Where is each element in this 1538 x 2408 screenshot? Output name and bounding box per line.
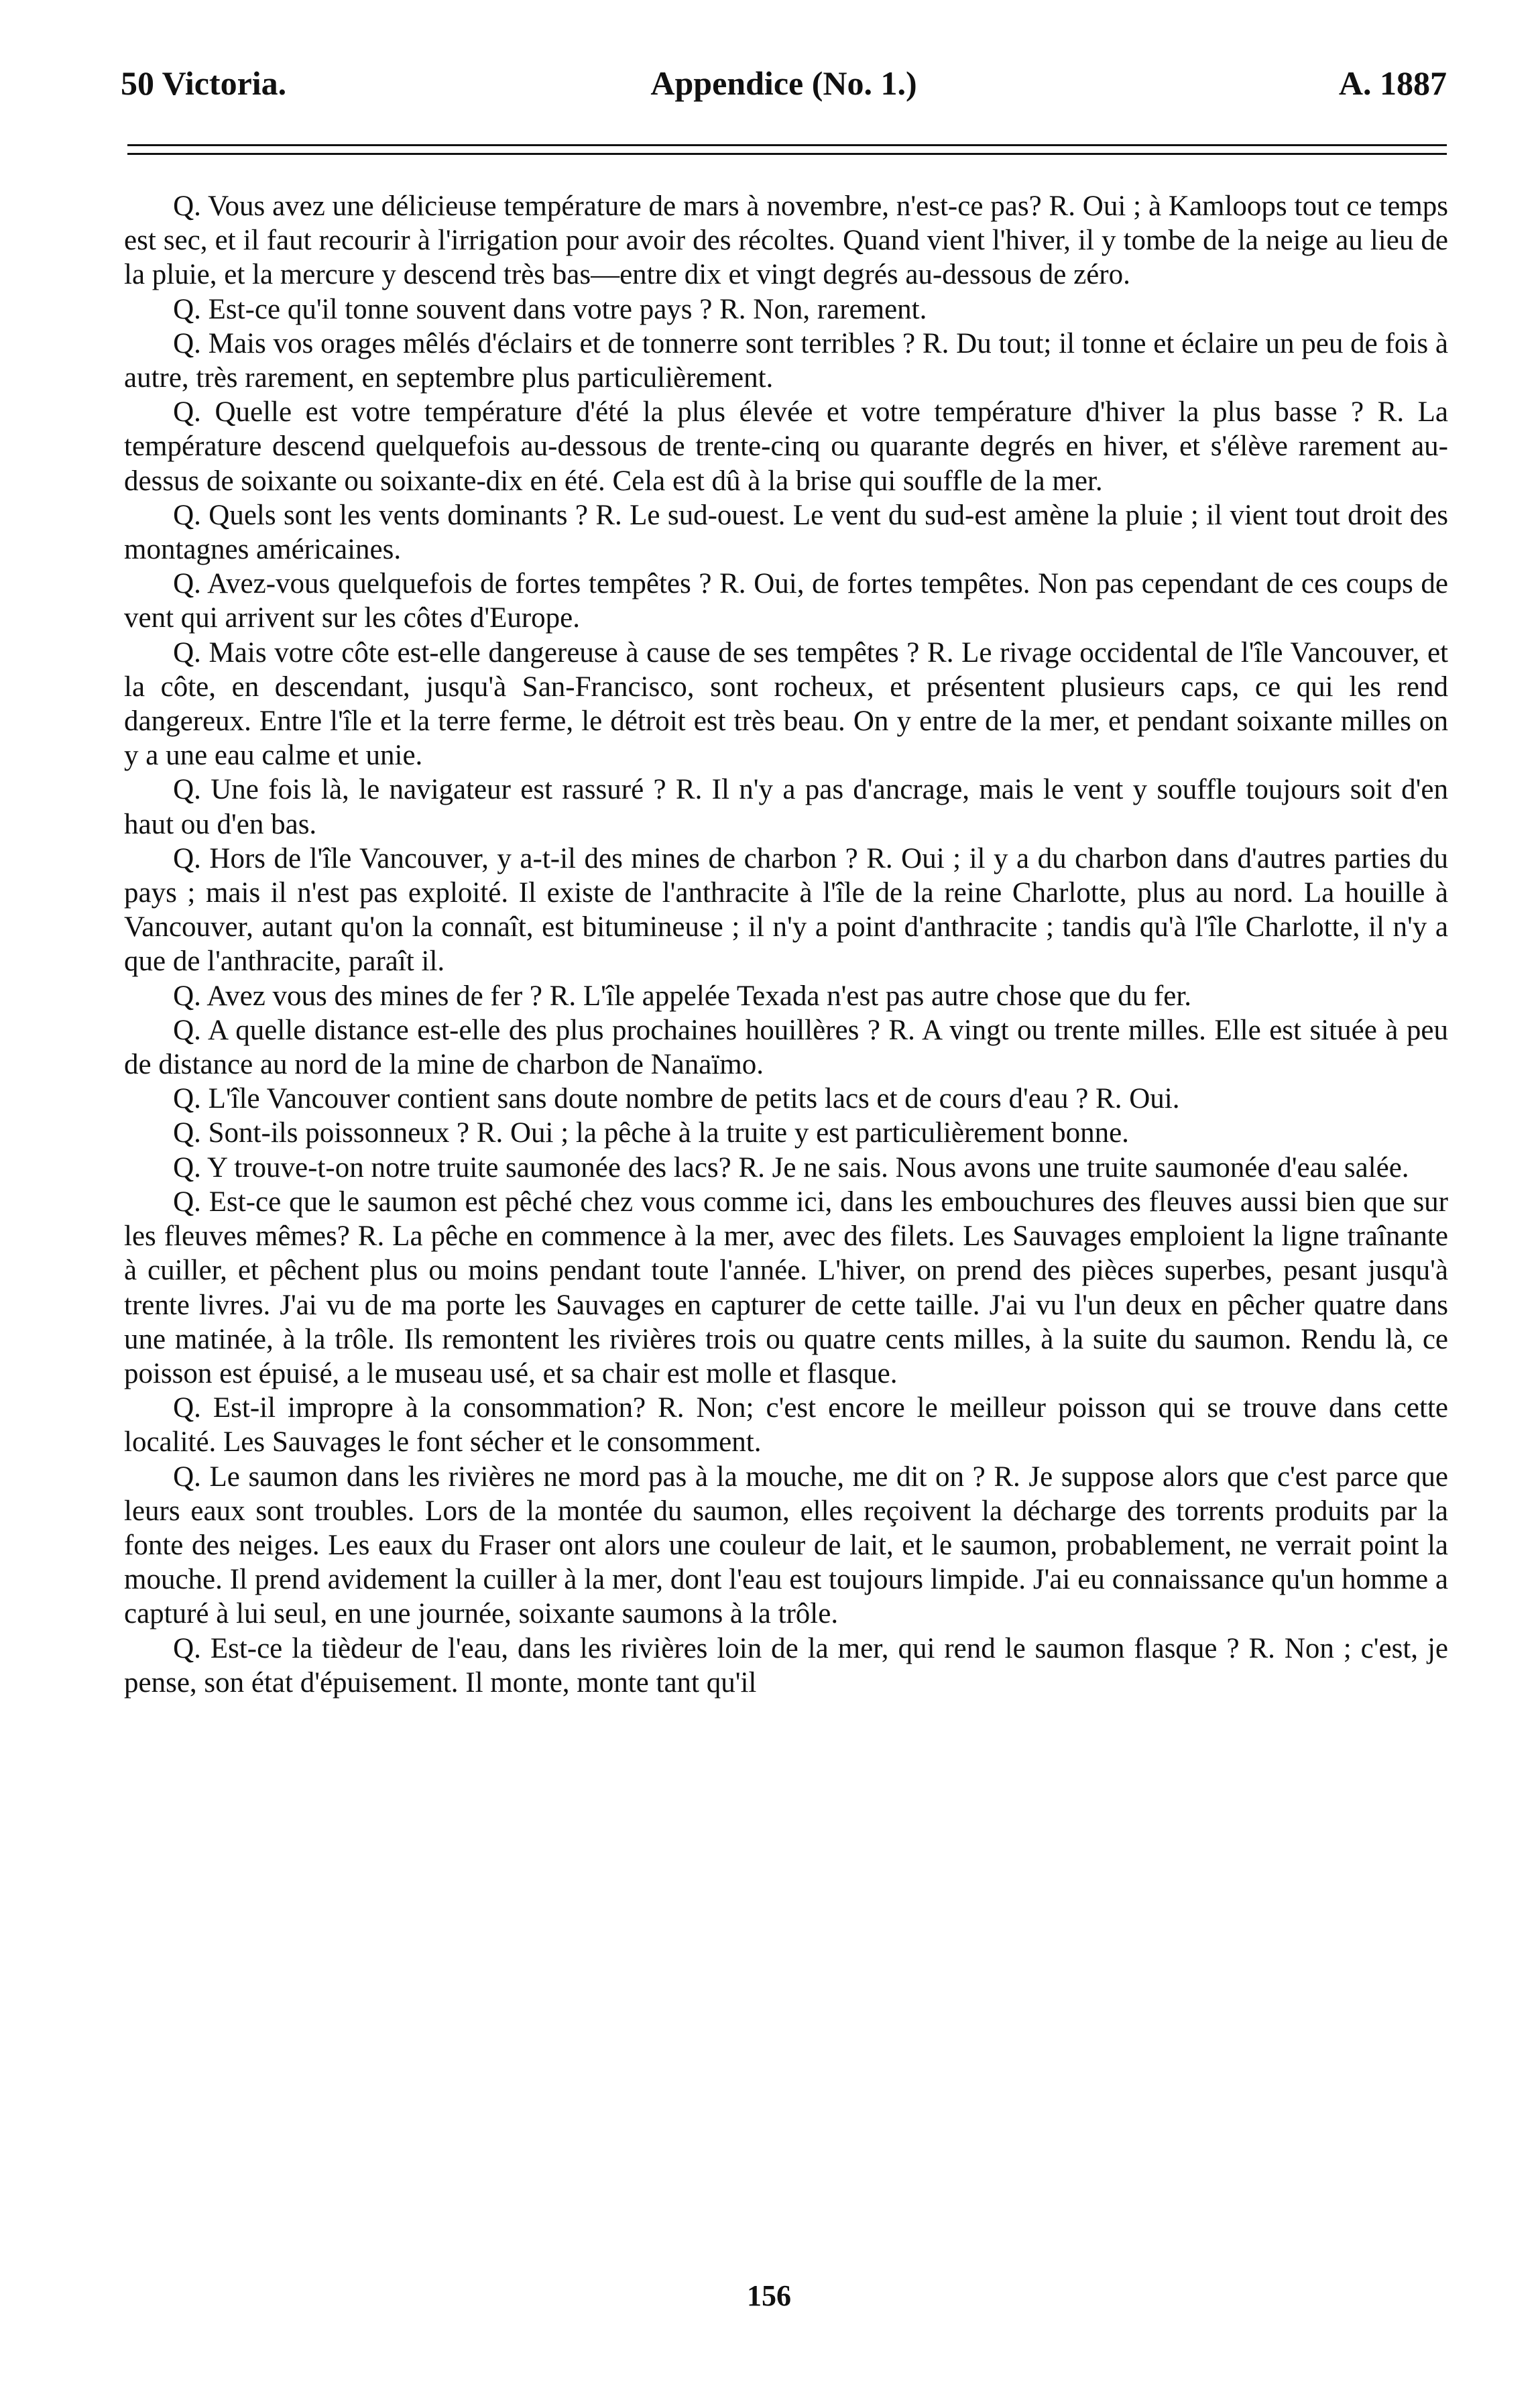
paragraph: Q. Est-il impropre à la consommation? R. Non; c'est encore le meilleur poisson qui se trouve dans cette localité. Les Sauvages le font sécher et le consomment.	[124, 1392, 1448, 1458]
running-header	[121, 64, 1447, 124]
paragraph: Q. Sont-ils poissonneux ? R. Oui ; la pêche à la truite y est particulièrement bonne.	[173, 1117, 1129, 1149]
paragraph: Q. Vous avez une délicieuse température de mars à novembre, n'est-ce pas? R. Oui ; à Kamloops tout ce temps est sec, et il faut recourir à l'irrigation pour avoir des récoltes. Quand vient l'hiver, il y tombe de la neige au lieu de la pluie, et la mercure y descend très bas—entre dix et vingt degrés au-dessous de zéro.	[124, 190, 1448, 291]
header-volume: 50 Victoria.	[121, 64, 287, 102]
paragraph: Q. Le saumon dans les rivières ne mord pas à la mouche, me dit on ? R. Je suppose alors que c'est parce que leurs eaux sont troubles. Lors de la montée du saumon, elles reçoivent la décharge des torrents produits par la fonte des neiges. Les eaux du Fraser ont alors une couleur de lait, et le saumon, probablement, ne verrait point la mouche. Il prend avidement la cuiller à la mer, dont l'eau est toujours limpide. J'ai eu connaissance qu'un homme a capturé à lui seul, en une journée, soixante saumons à la trôle.	[124, 1460, 1448, 1630]
paragraph: Q. Mais vos orages mêlés d'éclairs et de tonnerre sont terribles ? R. Du tout; il tonne et éclaire un peu de fois à autre, très rarement, en septembre plus particulièrement.	[124, 327, 1448, 394]
paragraph: Q. Quels sont les vents dominants ? R. Le sud-ouest. Le vent du sud-est amène la pluie ; il vient tout droit des montagnes américaines.	[124, 499, 1448, 566]
header-rule-bottom	[127, 153, 1447, 155]
page-body	[124, 189, 1448, 1700]
paragraph: Q. Est-ce qu'il tonne souvent dans votre pays ? R. Non, rarement.	[173, 293, 927, 325]
paragraph: Q. L'île Vancouver contient sans doute nombre de petits lacs et de cours d'eau ? R. Oui.	[173, 1083, 1180, 1115]
paragraph: Q. Mais votre côte est-elle dangereuse à cause de ses tempêtes ? R. Le rivage occidental de l'île Vancouver, et la côte, en descendant, jusqu'à San-Francisco, sont rocheux, et présentent plusieurs caps, ce qui les rend dangereux. Entre l'île et la terre ferme, le détroit est très beau. On y entre de la mer, et pendant soixante milles on y a une eau calme et unie.	[124, 636, 1448, 772]
paragraph: Q. Avez-vous quelquefois de fortes tempêtes ? R. Oui, de fortes tempêtes. Non pas cependant de ces coups de vent qui arrivent sur les côtes d'Europe.	[124, 568, 1448, 634]
paragraph: Q. Quelle est votre température d'été la plus élevée et votre température d'hiver la plus basse ? R. La température descend quelquefois au-dessous de trente-cinq ou quarante degrés en hiver, et s'élève rarement au-dessus de soixante ou soixante-dix en été. Cela est dû à la brise qui souffle de la mer.	[124, 396, 1448, 497]
paragraph: Q. Hors de l'île Vancouver, y a-t-il des mines de charbon ? R. Oui ; il y a du charbon dans d'autres parties du pays ; mais il n'est pas exploité. Il existe de l'anthracite à l'île de la reine Charlotte, plus au nord. La houille à Vancouver, autant qu'on la connaît, est bitumineuse ; il n'y a point d'anthracite ; tandis qu'à l'île Charlotte, il n'y a que de l'anthracite, paraît il.	[124, 842, 1448, 978]
header-year: A. 1887	[1338, 64, 1447, 102]
paragraph: Q. Est-ce la tièdeur de l'eau, dans les rivières loin de la mer, qui rend le saumon flasque ? R. Non ; c'est, je pense, son état d'épuisement. Il monte, monte tant qu'il	[124, 1632, 1448, 1699]
header-appendix: Appendice (No. 1.)	[650, 64, 917, 102]
paragraph: Q. Avez vous des mines de fer ? R. L'île appelée Texada n'est pas autre chose que du fer.	[173, 980, 1192, 1012]
page-number: 156	[747, 2279, 791, 2312]
paragraph: Q. Est-ce que le saumon est pêché chez vous comme ici, dans les embouchures des fleuves aussi bien que sur les fleuves mêmes? R. La pêche en commence à la mer, avec des filets. Les Sauvages emploient la ligne traînante à cuiller, et pêchent plus ou moins pendant toute l'année. L'hiver, on prend des pièces superbes, pesant jusqu'à trente livres. J'ai vu de ma porte les Sauvages en capturer de cette taille. J'ai vu l'un deux en pêcher quatre dans une matinée, à la trôle. Ils remontent les rivières trois ou quatre cents milles, à la suite du saumon. Rendu là, ce poisson est épuisé, a le museau usé, et sa chair est molle et flasque.	[124, 1186, 1448, 1389]
paragraph: Q. Y trouve-t-on notre truite saumonée des lacs? R. Je ne sais. Nous avons une truite saumonée d'eau salée.	[173, 1151, 1409, 1184]
paragraph: Q. Une fois là, le navigateur est rassuré ? R. Il n'y a pas d'ancrage, mais le vent y souffle toujours soit d'en haut ou d'en bas.	[124, 774, 1448, 840]
header-rule-top	[127, 144, 1447, 146]
paragraph: Q. A quelle distance est-elle des plus prochaines houillères ? R. A vingt ou trente milles. Elle est située à peu de distance au nord de la mine de charbon de Nanaïmo.	[124, 1014, 1448, 1081]
